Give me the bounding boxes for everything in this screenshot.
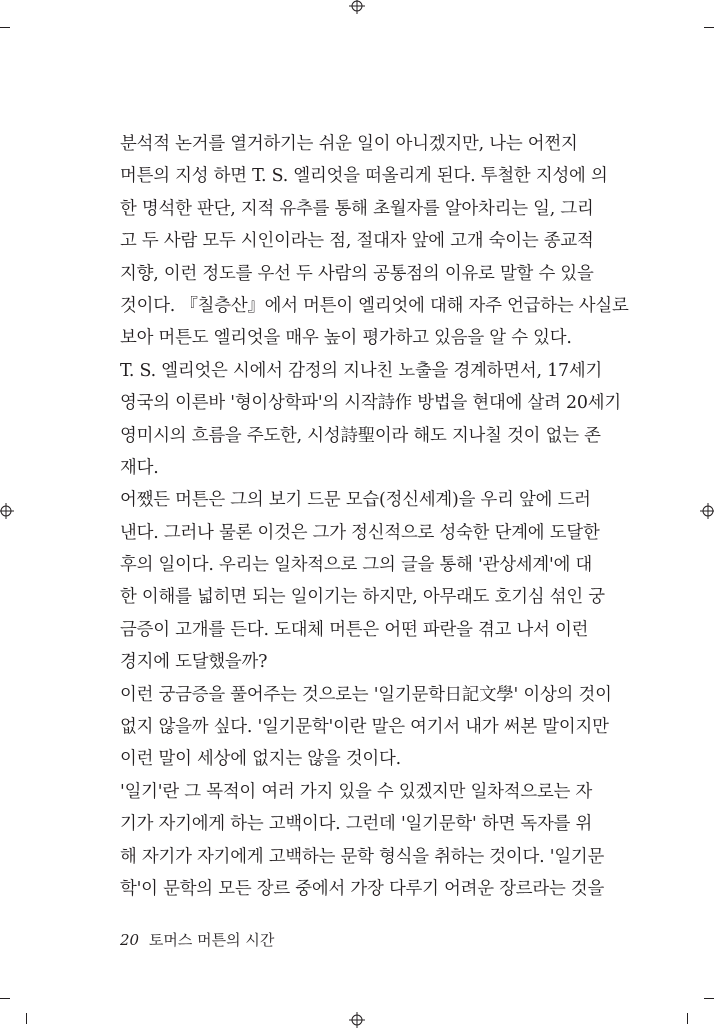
text-line: 머튼의 지성 하면 T. S. 엘리엇을 떠올리게 된다. 투철한 지성에 의 <box>120 166 608 187</box>
crop-mark <box>687 1013 688 1024</box>
crop-mark <box>0 27 10 28</box>
text-line: 낸다. 그러나 물론 이것은 그가 정신적으로 성숙한 단계에 도달한 <box>120 522 600 543</box>
page-footer <box>120 930 274 950</box>
paragraph <box>120 484 605 678</box>
text-line: 것이다. 『칠층산』에서 머튼이 엘리엇에 대해 자주 언급하는 사실로 <box>120 295 629 316</box>
text-line: 없지 않을까 싶다. '일기문학'이란 말은 여기서 내가 써본 말이지만 <box>120 717 609 738</box>
text-line: '일기'란 그 목적이 여러 가지 있을 수 있겠지만 일차적으로는 자 <box>120 781 593 802</box>
crop-mark <box>26 1013 27 1024</box>
paragraph <box>120 776 605 906</box>
crop-mark <box>704 27 714 28</box>
text-line: 고 두 사람 모두 시인이라는 점, 절대자 앞에 고개 숙이는 종교적 <box>120 231 594 252</box>
text-line: 한 이해를 넓히면 되는 일이기는 하지만, 아무래도 호기심 섞인 궁 <box>120 587 605 608</box>
paragraph <box>120 128 629 355</box>
text-line: 분석적 논거를 열거하기는 쉬운 일이 아니겠지만, 나는 어쩐지 <box>120 134 578 154</box>
text-line: 재다. <box>120 457 159 478</box>
body-text <box>120 128 629 905</box>
registration-mark-icon <box>700 503 714 519</box>
text-line: 후의 일이다. 우리는 일차적으로 그의 글을 통해 '관상세계'에 대 <box>120 555 593 576</box>
running-title: 토머스 머튼의 시간 <box>148 931 275 949</box>
text-line: 지향, 이런 정도를 우선 두 사람의 공통점의 이유로 말할 수 있을 <box>120 263 594 284</box>
text-line: T. S. 엘리엇은 시에서 감정의 지나친 노출을 경계하면서, 17세기 <box>120 360 603 381</box>
registration-mark-icon <box>0 503 14 519</box>
text-line: 이런 궁금증을 풀어주는 것으로는 '일기문학日記文學' 이상의 것이 <box>120 684 612 705</box>
text-line: 경지에 도달했을까? <box>120 652 268 673</box>
crop-mark <box>704 998 714 999</box>
page-number: 20 <box>120 931 140 949</box>
text-line: 보아 머튼도 엘리엇을 매우 높이 평가하고 있음을 알 수 있다. <box>120 328 572 349</box>
text-line: 영미시의 흐름을 주도한, 시성詩聖이라 해도 지나칠 것이 없는 존 <box>120 425 601 446</box>
registration-mark-icon <box>349 1012 365 1028</box>
registration-mark-icon <box>349 0 365 14</box>
text-line: 기가 자기에게 하는 고백이다. 그런데 '일기문학' 하면 독자를 위 <box>120 814 593 835</box>
text-line: 어쨌든 머튼은 그의 보기 드문 모습(정신세계)을 우리 앞에 드러 <box>120 490 591 511</box>
crop-mark <box>0 998 10 999</box>
text-line: 이런 말이 세상에 없지는 않을 것이다. <box>120 749 401 770</box>
text-line: 금증이 고개를 든다. 도대체 머튼은 어떤 파란을 겪고 나서 이런 <box>120 619 589 640</box>
text-line: 영국의 이른바 '형이상학파'의 시작詩作 방법을 현대에 살려 20세기 <box>120 393 621 414</box>
text-line: 해 자기가 자기에게 고백하는 문학 형식을 취하는 것이다. '일기문 <box>120 846 605 867</box>
paragraph <box>120 679 612 776</box>
text-line: 한 명석한 판단, 지적 유추를 통해 초월자를 알아차리는 일, 그리 <box>120 198 594 219</box>
paragraph <box>120 355 621 485</box>
text-line: 학'이 문학의 모든 장르 중에서 가장 다루기 어려운 장르라는 것을 <box>120 878 605 899</box>
